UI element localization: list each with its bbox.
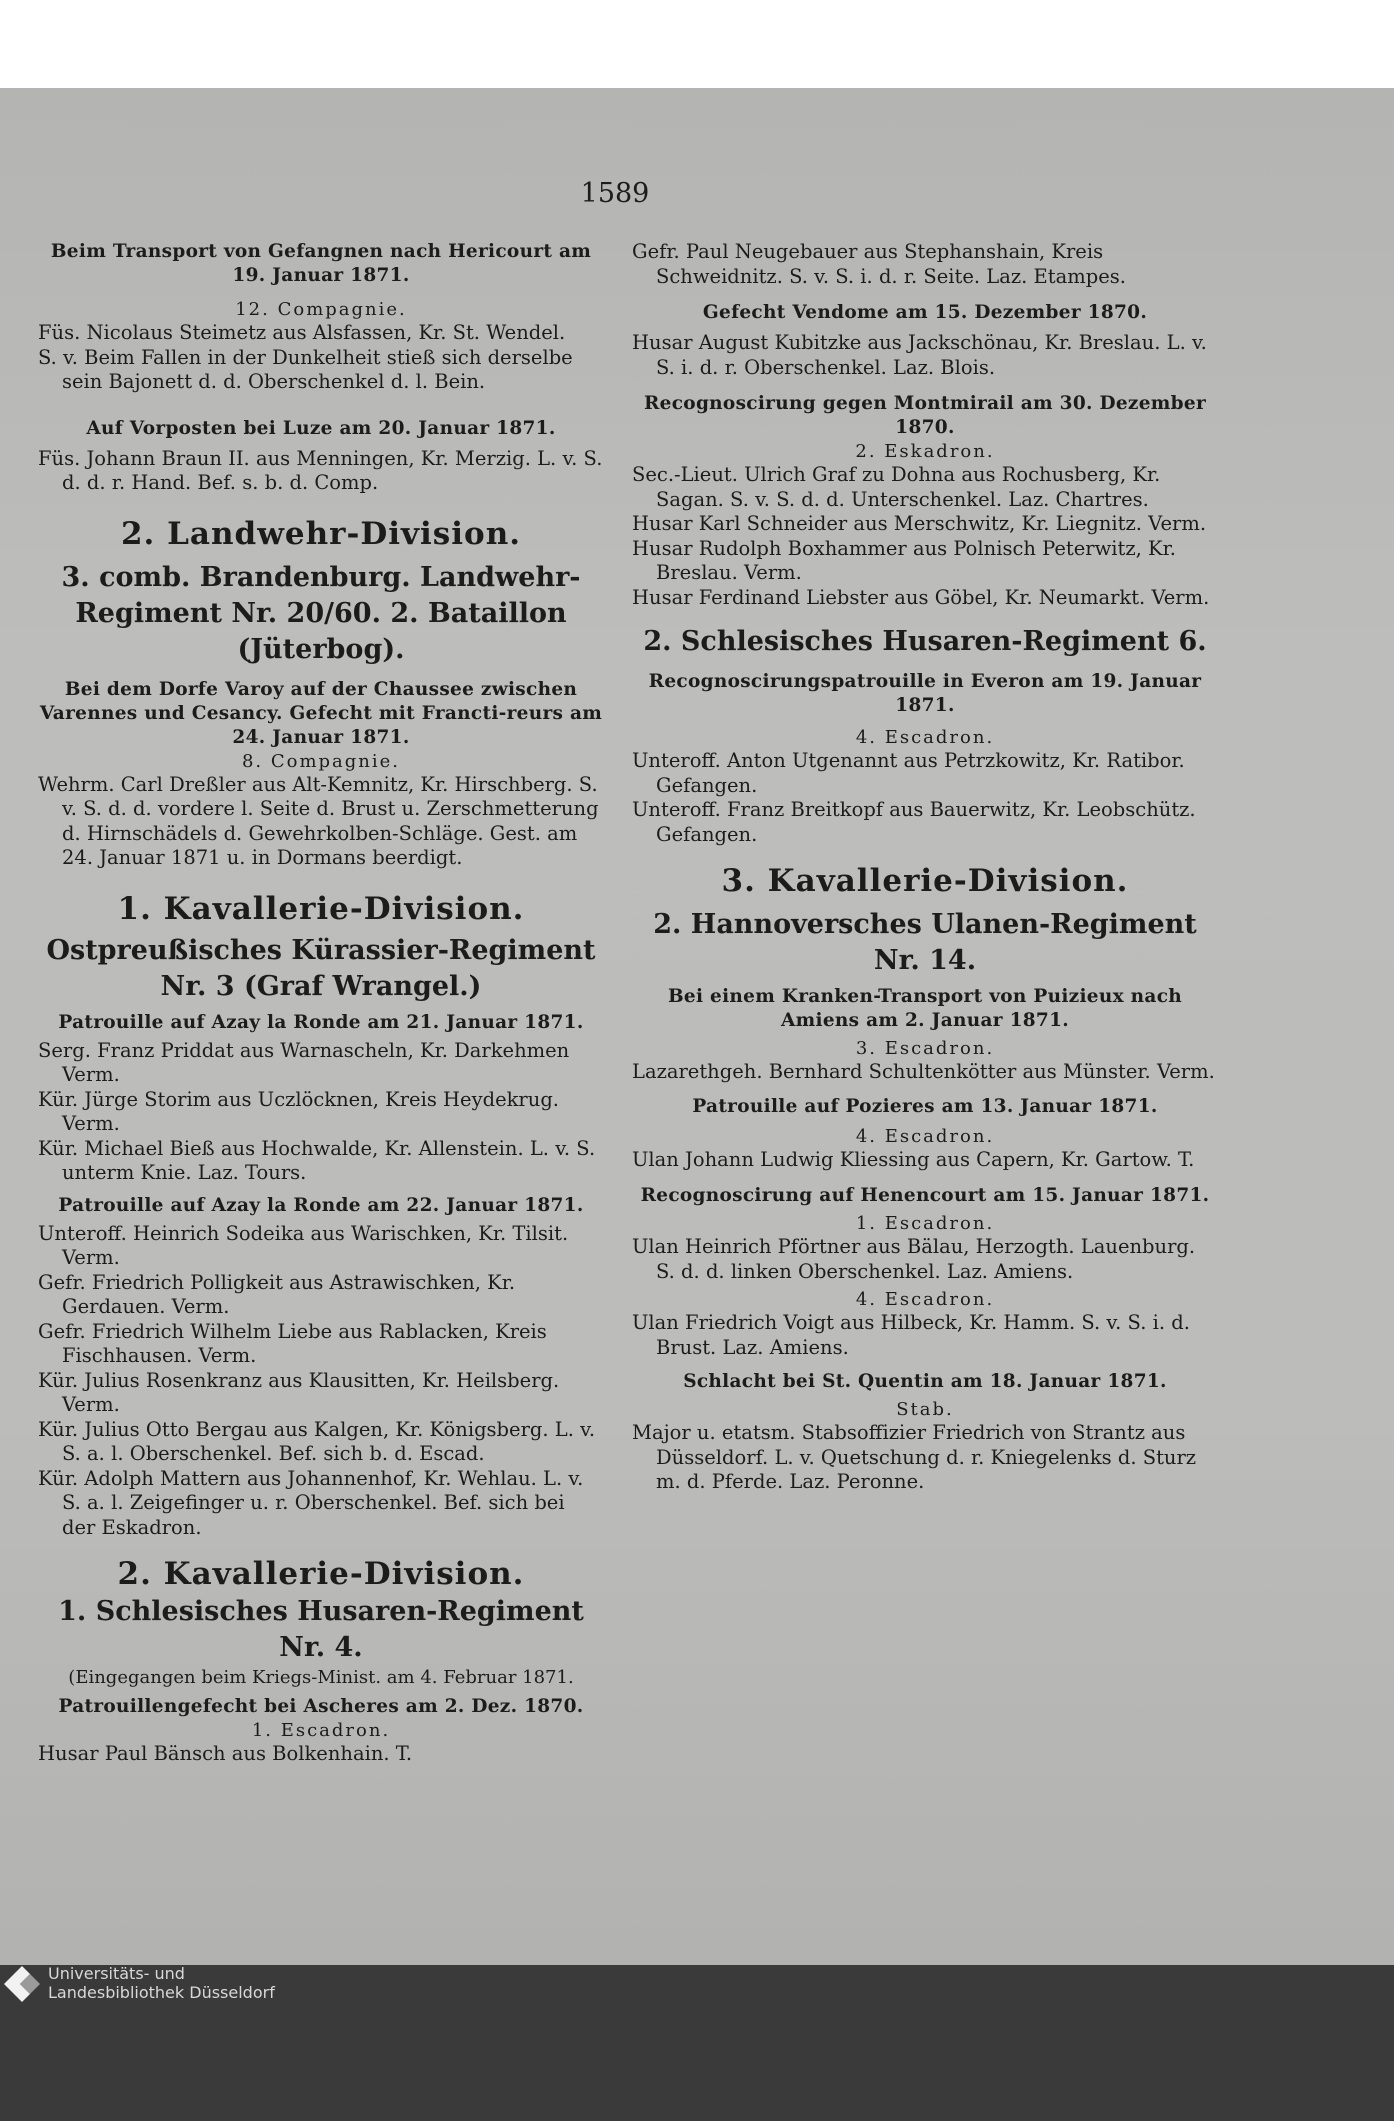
unit-heading: 4. Escadron. [855, 1125, 995, 1147]
section-heading: Recognoscirungspatrouille in Everon am 19. Januar 1871. [648, 671, 1202, 716]
casualty-entry: Lazarethgeh. Bernhard Schultenkötter aus Münster. Verm. [632, 1060, 1215, 1083]
casualty-entry: Gefr. Paul Neugebauer aus Stephanshain, Kreis Schweidnitz. S. v. S. i. d. r. Seite. Laz. Etampes. [632, 240, 1126, 288]
library-logo-icon [0, 1962, 44, 2006]
division-heading: 2. Landwehr-Division. [120, 515, 522, 552]
casualty-entry: Husar August Kubitzke aus Jackschönau, Kr. Breslau. L. v. S. i. d. r. Oberschenkel. Laz. Blois. [632, 331, 1207, 379]
unit-heading: 4. Escadron. [855, 1289, 995, 1310]
regiment-heading: 2. Schlesisches Husaren-Regiment 6. [643, 626, 1207, 657]
casualty-entry: Major u. etatsm. Stabsoffizier Friedrich von Strantz aus Düsseldorf. L. v. Quetschung d. r. Kniegelenks d. Sturz m. d. Pferde. Laz. Peronne. [632, 1421, 1197, 1493]
casualty-entry: Sec.-Lieut. Ulrich Graf zu Dohna aus Rochusberg, Kr. Sagan. S. v. S. d. d. Unterschenkel. Laz. Chartres. [632, 463, 1161, 511]
unit-heading: 3. Escadron. [855, 1038, 995, 1059]
section-heading: Schlacht bei St. Quentin am 18. Januar 1871. [683, 1371, 1167, 1392]
section-heading: Patrouillengefecht bei Ascheres am 2. Dez. 1870. [58, 1696, 584, 1717]
unit-heading: 1. Escadron. [855, 1213, 995, 1234]
library-name-line1: Universitäts- und [48, 1964, 185, 1983]
regiment-heading: 2. Hannoversches Ulanen-Regiment Nr. 14. [653, 909, 1197, 976]
unit-heading: 1. Escadron. [251, 1720, 391, 1741]
casualty-entry: Füs. Johann Braun II. aus Menningen, Kr. Merzig. L. v. S. d. d. r. Hand. Bef. s. b. d. Comp. [38, 446, 603, 494]
casualty-entry: Ulan Friedrich Voigt aus Hilbeck, Kr. Hamm. S. v. S. i. d. Brust. Laz. Amiens. [632, 1311, 1190, 1359]
casualty-entry: Kür. Adolph Mattern aus Johannenhof, Kr. Wehlau. L. v. S. a. l. Zeigefinger u. r. Oberschenkel. Bef. sich bei der Eskadron. [38, 1466, 584, 1539]
library-name-line2: Landesbibliothek Düsseldorf [48, 1983, 275, 2002]
casualty-entry: Kür. Julius Otto Bergau aus Kalgen, Kr. Königsberg. L. v. S. a. l. Oberschenkel. Bef. sich b. d. Escad. [38, 1417, 596, 1465]
casualty-entry: Füs. Nicolaus Steimetz aus Alsfassen, Kr. St. Wendel. [38, 321, 566, 344]
casualty-entry: Husar Ferdinand Liebster aus Göbel, Kr. Neumarkt. Verm. [632, 585, 1210, 609]
regiment-heading: Ostpreußisches Kürassier-Regiment Nr. 3 (Graf Wrangel.) [46, 934, 596, 1002]
casualty-entry: Gefr. Friedrich Polligkeit aus Astrawischken, Kr. Gerdauen. Verm. [38, 1270, 516, 1318]
division-heading: 2. Kavallerie-Division. [117, 1556, 525, 1592]
library-name [48, 1964, 275, 2002]
section-heading: Patrouille auf Pozieres am 13. Januar 1871. [692, 1095, 1158, 1117]
casualty-entry: Unteroff. Anton Utgenannt aus Petrzkowitz, Kr. Ratibor. Gefangen. [632, 749, 1185, 797]
division-heading: 1. Kavallerie-Division. [117, 890, 525, 927]
casualty-entry: S. v. Beim Fallen in der Dunkelheit stieß sich derselbe sein Bajonett d. d. Oberschenkel d. l. Bein. [38, 345, 573, 393]
casualty-entry: Serg. Franz Priddat aus Warnascheln, Kr. Darkehmen Verm. [38, 1038, 570, 1086]
casualty-entry: Kür. Jürge Storim aus Uczlöcknen, Kreis Heydekrug. Verm. [38, 1087, 559, 1135]
section-heading: Beim Transport von Gefangnen nach Hericourt am 19. Januar 1871. [50, 241, 592, 286]
regiment-heading: 3. comb. Brandenburg. Landwehr-Regiment Nr. 20/60. 2. Bataillon (Jüterbog). [61, 561, 581, 665]
casualty-entry: Ulan Heinrich Pförtner aus Bälau, Herzogth. Lauenburg. S. d. d. linken Oberschenkel. Laz. Amiens. [632, 1235, 1196, 1283]
section-heading: Auf Vorposten bei Luze am 20. Januar 1871. [86, 417, 556, 439]
casualty-entry: Husar Rudolph Boxhammer aus Polnisch Peterwitz, Kr. Breslau. Verm. [632, 536, 1176, 584]
right-column [632, 240, 1218, 1495]
section-heading: Bei dem Dorfe Varoy auf der Chaussee zwischen Varennes und Cesancy. Gefecht mit Francti-reurs am 24. Januar 1871. [39, 678, 603, 748]
section-heading: Patrouille auf Azay la Ronde am 21. Januar 1871. [58, 1011, 584, 1033]
casualty-entry: Kür. Michael Bieß aus Hochwalde, Kr. Allenstein. L. v. S. unterm Knie. Laz. Tours. [38, 1136, 596, 1184]
section-heading: Recognoscirung auf Henencourt am 15. Januar 1871. [640, 1185, 1210, 1206]
unit-heading: 8. Compagnie. [241, 750, 401, 772]
casualty-entry: Ulan Johann Ludwig Kliessing aus Capern, Kr. Gartow. T. [632, 1147, 1195, 1171]
casualty-entry: Gefr. Friedrich Wilhelm Liebe aus Rablacken, Kreis Fischhausen. Verm. [38, 1319, 547, 1367]
top-margin [0, 0, 1394, 88]
casualty-entry: Unteroff. Franz Breitkopf aus Bauerwitz, Kr. Leobschütz. Gefangen. [632, 798, 1196, 846]
casualty-entry: Husar Karl Schneider aus Merschwitz, Kr. Liegnitz. Verm. [632, 512, 1207, 535]
regiment-heading: 1. Schlesisches Husaren-Regiment Nr. 4. [58, 1596, 584, 1663]
unit-heading: Stab. [896, 1399, 954, 1420]
unit-heading: 4. Escadron. [855, 727, 995, 748]
casualty-entry: Unteroff. Heinrich Sodeika aus Warischken, Kr. Tilsit. Verm. [38, 1221, 569, 1269]
section-heading: Recognoscirung gegen Montmirail am 30. Dezember 1870. [644, 393, 1206, 438]
division-heading: 3. Kavallerie-Division. [721, 863, 1129, 899]
left-column [38, 240, 604, 1767]
section-heading: Gefecht Vendome am 15. Dezember 1870. [702, 302, 1148, 323]
section-heading: Bei einem Kranken-Transport von Puizieux nach Amiens am 2. Januar 1871. [667, 986, 1183, 1031]
casualty-entry: Wehrm. Carl Dreßler aus Alt-Kemnitz, Kr. Hirschberg. S. v. S. d. d. vordere l. Seite d. Brust u. Zerschmetterung d. Hirnschädels d. Gewehrkolben-Schläge. Gest. am 24. Januar 1871 u. in Dormans beerdigt. [38, 772, 599, 869]
unit-heading: 2. Eskadron. [855, 441, 995, 462]
unit-heading: 12. Compagnie. [235, 299, 407, 320]
page-number: 1589 [580, 178, 650, 209]
casualty-entry: Husar Paul Bänsch aus Bolkenhain. T. [38, 1742, 413, 1765]
casualty-entry: Kür. Julius Rosenkranz aus Klausitten, Kr. Heilsberg. Verm. [38, 1368, 560, 1416]
section-heading: Patrouille auf Azay la Ronde am 22. Januar 1871. [58, 1194, 584, 1216]
receipt-note: (Eingegangen beim Kriegs-Minist. am 4. Februar 1871. [68, 1667, 574, 1688]
